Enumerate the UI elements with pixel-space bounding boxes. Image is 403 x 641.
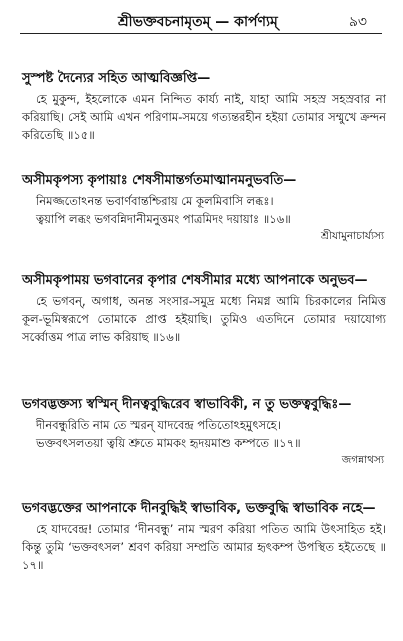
page-header xyxy=(0,8,403,32)
section-paragraph: হে মুকুন্দ, ইহলোকে এমন নিন্দিত কার্য্য নাই, যাহা আমি সহস্র সহস্রবার না করিয়াছি। সেই আমি এখন পরিণাম-সময়ে গত্যন্তরহীন হইয়া তোমার সম্মুখে ক্রন্দন করিতেছি ॥১৫॥ xyxy=(22,92,386,142)
section-5 xyxy=(22,500,386,574)
section-heading: অসীমকৃপস্য কৃপায়াঃ শেষসীমান্তর্গতমাত্মানমনুভবতি— xyxy=(22,173,297,188)
header-rule xyxy=(20,33,382,34)
section-heading: সুস্পষ্ট দৈন্যের সহিত আত্মবিজ্ঞপ্তি— xyxy=(22,71,211,86)
section-3 xyxy=(22,272,386,346)
verse-line: ভক্তবৎসলতয়া ত্বয়ি শ্রুতে মামকং হৃদয়মাশু কম্পতে ॥১৭॥ xyxy=(36,436,301,450)
verse-attribution: জগন্নাথস্য xyxy=(341,454,384,466)
section-heading: ভগবদ্ভক্তের আপনাকে দীনবুদ্ধিই স্বাভাবিক, ভক্তবুদ্ধি স্বাভাবিক নহে— xyxy=(22,501,376,516)
running-title: শ্রীভক্তবচনামৃতম্ — কার্পণ্যম্ xyxy=(118,14,278,30)
section-2 xyxy=(22,172,386,244)
section-4 xyxy=(22,396,386,468)
section-paragraph: হে ভগবন্, অগাধ, অনন্ত সংসার-সমুদ্র মধ্যে নিমগ্ন আমি চিরকালের নিমিত্ত কূল-ভূমিস্বরূপে তোমাকে প্রাপ্ত হইয়াছি। তুমিও এতদিনে তোমার দয়াযোগ্য সর্ব্বোত্তম পাত্র লাভ করিয়াছ ॥১৬॥ xyxy=(22,294,386,344)
section-heading: অসীমকৃপাময় ভগবানের কৃপার শেষসীমার মধ্যে আপনাকে অনুভব— xyxy=(22,273,368,288)
section-heading: ভগবদ্ভক্তস্য স্বস্মিন্ দীনত্ববুদ্ধিরেব স্বাভাবিকী, ন তু ভক্তত্ববুদ্ধিঃ— xyxy=(22,397,352,412)
verse-attribution: শ্রীযামুনাচার্য্যস্য xyxy=(321,230,384,242)
section-1 xyxy=(22,70,386,144)
page-number: ৯৩ xyxy=(348,14,367,30)
verse-line: ত্বয়াপি লব্ধং ভগবন্নিদানীমনুত্তমং পাত্রমিদং দয়ায়াঃ ॥১৬॥ xyxy=(36,212,291,226)
verse-line: নিমজ্জতোঽনন্ত ভবার্ণবান্তশ্চিরায় মে কূলমিবাসি লব্ধঃ। xyxy=(36,194,274,208)
section-paragraph: হে যাদবেন্দ্র! তোমার ‘দীনবন্ধু’ নাম স্মরণ করিয়া পতিত আমি উৎসাহিত হই। কিন্তু তুমি ‘ভক্তবৎসল’ শ্রবণ করিয়া সম্প্রতি আমার হৃৎকম্প উপস্থিত হইতেছে ॥১৭॥ xyxy=(22,522,386,572)
verse-line: দীনবন্ধুরিতি নাম তে স্মরন্ যাদবেন্দ্র পতিতোঽহমুৎসহে। xyxy=(36,418,281,432)
